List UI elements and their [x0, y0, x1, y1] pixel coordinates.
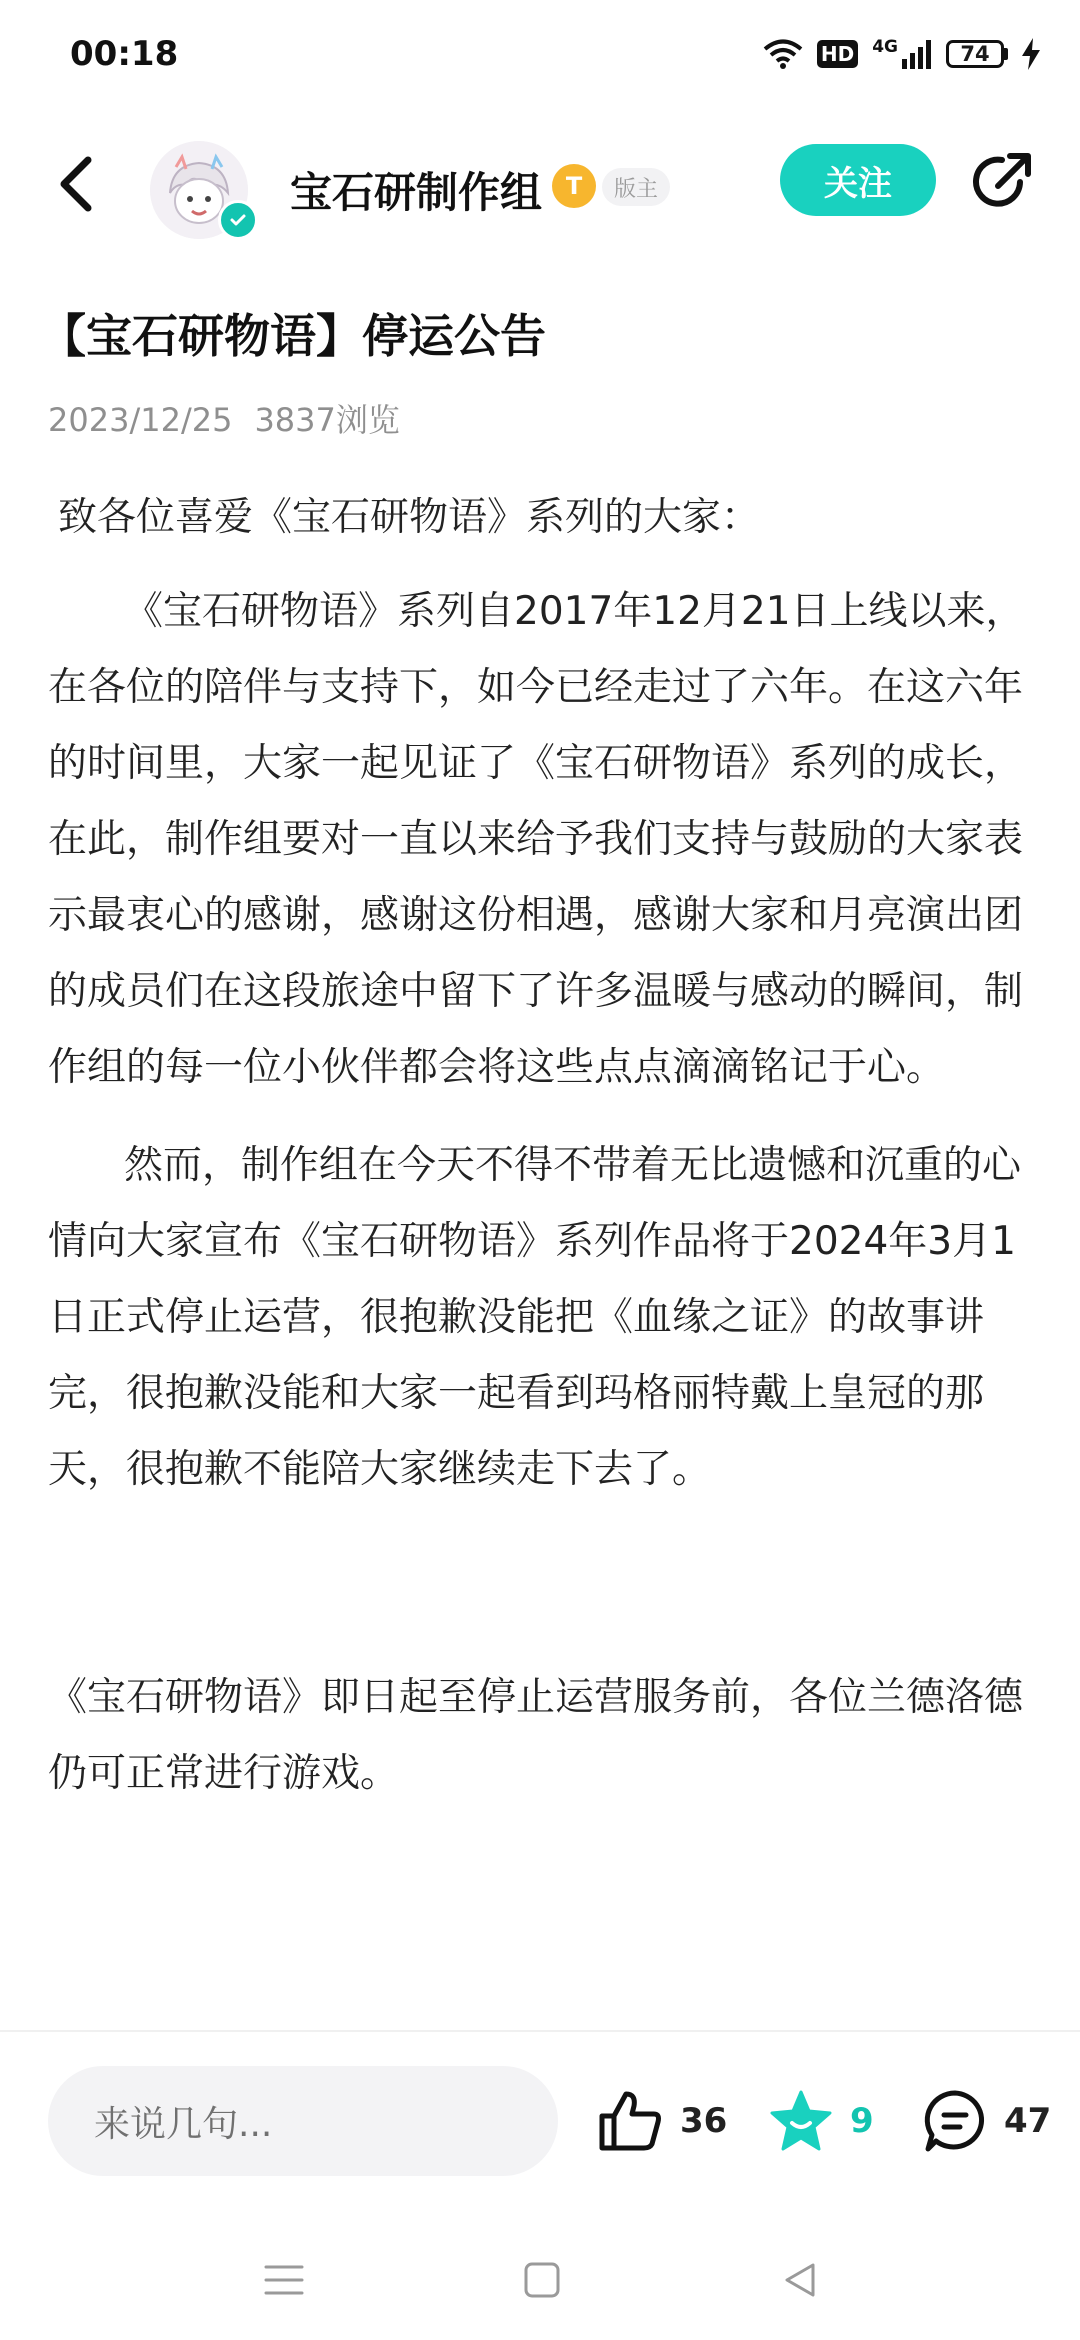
share-icon — [968, 148, 1036, 216]
like-button[interactable] — [598, 2086, 727, 2156]
wifi-icon — [763, 38, 803, 70]
moderator-badge: 版主 — [602, 168, 670, 206]
post-title: 【宝石研物语】停运公告 — [40, 309, 546, 363]
follow-button[interactable]: 关注 — [780, 144, 936, 216]
back-button[interactable] — [50, 152, 110, 216]
post-paragraph: 《宝石研物语》系列自2017年12月21日上线以来，在各位的陪伴与支持下，如今已经走过了六年。在这六年的时间里，大家一起见证了《宝石研物语》系列的成长，在此，制作组要对一直以来给予我们支持与鼓励的大家表示最衷心的感谢，感谢这份相遇，感谢大家和月亮演出团的成员们在这段旅途中留下了许多温暖与感动的瞬间，制作组的每一位小伙伴都会将这些点点滴滴铭记于心。 — [48, 589, 1025, 1090]
favorite-button[interactable] — [768, 2086, 874, 2156]
comment-input[interactable]: 来说几句... — [48, 2066, 558, 2176]
charging-icon — [1022, 38, 1040, 70]
post-meta — [48, 395, 422, 441]
post-paragraph: 《宝石研物语》即日起至停止运营服务前，各位兰德洛德仍可正常进行游戏。 — [48, 1675, 1024, 1796]
menu-icon — [264, 2263, 304, 2297]
post-header — [0, 130, 1080, 240]
signal-icon — [902, 39, 932, 69]
status-bar — [0, 0, 1080, 110]
back-triangle-icon — [781, 2261, 819, 2299]
recent-apps-button[interactable] — [254, 2250, 314, 2310]
comment-icon — [922, 2089, 988, 2153]
author-name[interactable]: 宝石研制作组 — [290, 168, 543, 217]
like-count: 36 — [680, 2101, 728, 2141]
nav-back-button[interactable] — [770, 2250, 830, 2310]
verified-badge — [218, 200, 258, 240]
battery-level: 74 — [946, 40, 1004, 68]
post-greeting: 致各位喜爱《宝石研物语》系列的大家： — [58, 495, 761, 540]
thumbs-up-icon — [598, 2090, 664, 2152]
status-icons — [763, 32, 1040, 76]
battery-tip — [1004, 48, 1008, 60]
favorite-count: 9 — [850, 2101, 874, 2141]
status-time: 00:18 — [70, 34, 179, 74]
hd-badge: HD — [817, 40, 858, 68]
share-button[interactable] — [968, 148, 1036, 216]
home-button[interactable] — [512, 2250, 572, 2310]
home-icon — [523, 2261, 561, 2299]
comments-button[interactable] — [922, 2086, 1051, 2156]
paragraph-spacer — [48, 1508, 1038, 1660]
level-badge: T — [552, 164, 596, 208]
post-date: 2023/12/25 — [48, 401, 233, 439]
post-body — [48, 480, 1038, 1812]
battery-indicator — [946, 40, 1008, 68]
post-paragraph: 然而，制作组在今天不得不带着无比遗憾和沉重的心情向大家宣布《宝石研物语》系列作品将于2024年3月1日正式停止运营，很抱歉没能把《血缘之证》的故事讲完，很抱歉没能和大家一起看到玛格丽特戴上皇冠的那天，很抱歉不能陪大家继续走下去了。 — [48, 1143, 1022, 1492]
back-arrow-icon — [50, 152, 110, 216]
action-bar-divider — [0, 2030, 1080, 2032]
favorite-icon — [768, 2089, 834, 2153]
post-views: 3837浏览 — [254, 401, 400, 439]
comment-count: 47 — [1004, 2101, 1052, 2141]
system-nav-bar — [0, 2210, 1080, 2340]
network-label: 4G — [872, 37, 898, 57]
verified-icon — [228, 210, 248, 230]
